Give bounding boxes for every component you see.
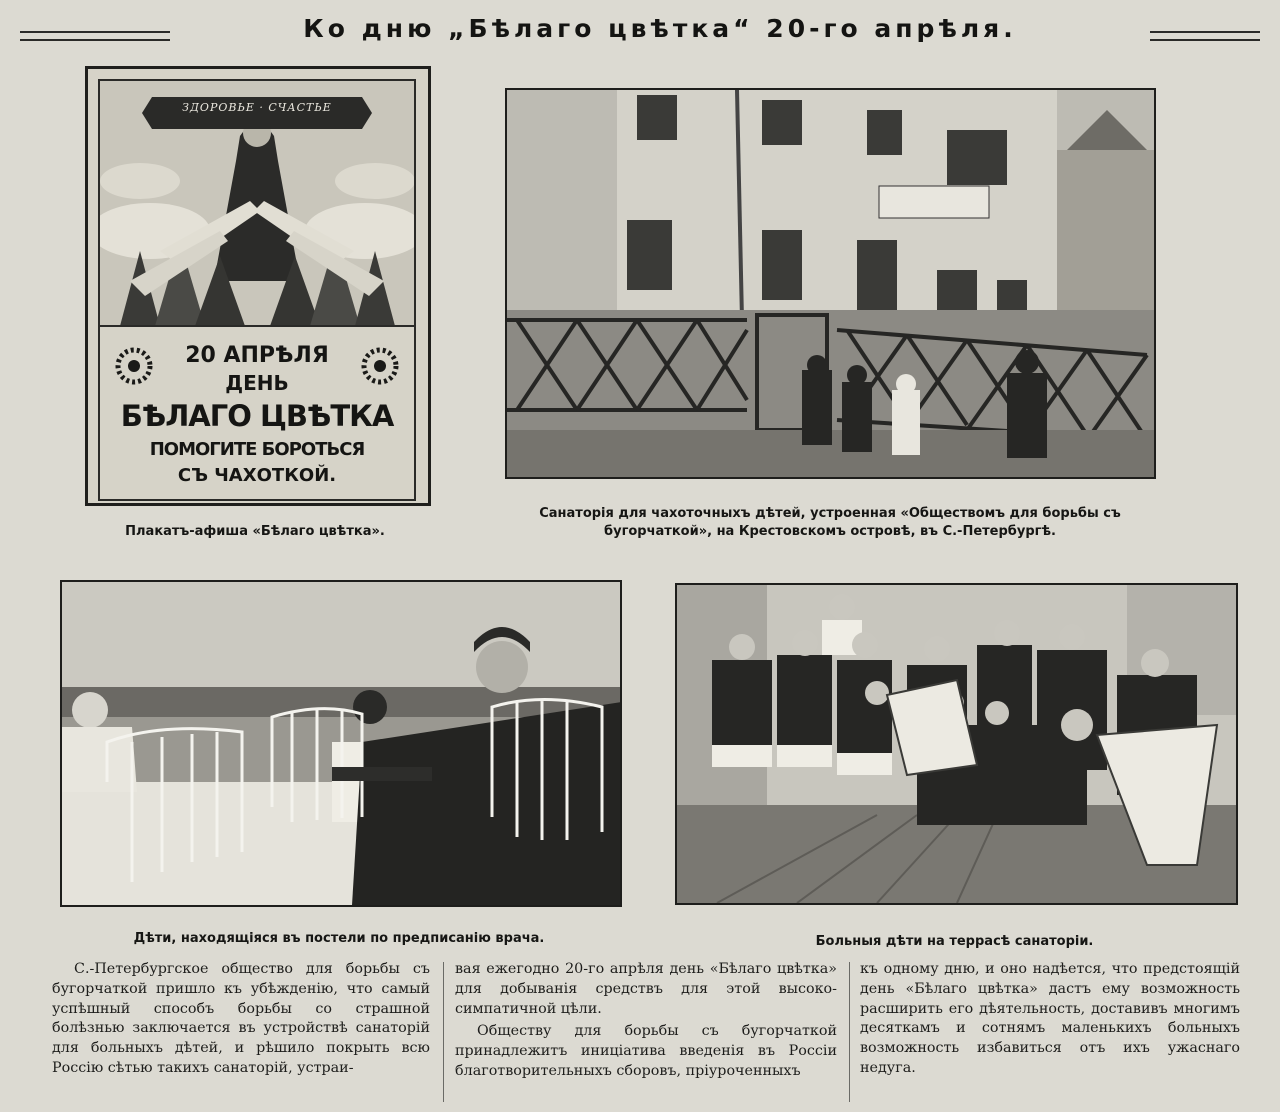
- beds-caption: Дѣти, находящіяся въ постели по предписанію врача.: [133, 931, 545, 946]
- column-divider-1: [443, 962, 444, 1102]
- terrace-photo: [675, 583, 1238, 905]
- poster-ribbon-text: ЗДОРОВЬЕ · СЧАСТЬЕ: [182, 101, 332, 114]
- article-paragraph-3: Обществу для борьбы съ бугорчаткой принадлежитъ иниціатива введенія въ Россіи благотворительныхъ сборовъ, пріуроченныхъ: [455, 1023, 837, 1079]
- poster-appeal: ПОМОГИТЕ БОРОТЬСЯ: [149, 439, 365, 460]
- page-title: Ко дню „Бѣлаго цвѣтка“ 20-го апрѣля.: [303, 14, 1017, 43]
- poster-day: ДЕНЬ: [225, 371, 289, 395]
- column-divider-2: [849, 962, 850, 1102]
- page-header: [0, 10, 1280, 52]
- article-column-2: [455, 960, 837, 1082]
- article-column-1: [52, 960, 430, 1079]
- article-column-3: [860, 960, 1240, 1079]
- article-paragraph-1: С.-Петербургское общество для борьбы съ бугорчаткой пришло къ убѣжденію, что самый успѣшный способъ борьбы со страшной болѣзнью заключается въ устройствѣ санаторій для больныхъ дѣтей, и рѣшило покрыть всю Россію сѣтью такихъ санаторій, устраи-: [52, 961, 430, 1076]
- poster-image: [85, 66, 431, 506]
- poster-headline: БѢЛАГО ЦВѢТКА: [120, 399, 394, 433]
- sanatorium-caption-line1: Санаторія для чахоточныхъ дѣтей, устроенная «Обществомъ для борьбы съ: [539, 506, 1121, 521]
- article-paragraph-2: вая ежегодно 20-го апрѣля день «Бѣлаго цвѣтка» для добыванія средствъ для этой высоко-симпатичной цѣли.: [455, 961, 837, 1017]
- poster-illustration: [100, 81, 414, 499]
- article-paragraph-4: къ одному дню, и оно надѣется, что предстоящій день «Бѣлаго цвѣтка» дастъ ему возможность расширить его дѣятельность, доставивъ многимъ десяткамъ и сотнямъ маленькихъ больныхъ возможность избавиться отъ ихъ ужаснаго недуга.: [860, 961, 1240, 1076]
- header-rule-right: [1150, 31, 1260, 41]
- beds-photo: [60, 580, 622, 907]
- sanatorium-photo: [505, 88, 1156, 479]
- poster-appeal-2: СЪ ЧАХОТКОЙ.: [177, 465, 337, 486]
- terrace-caption: Больныя дѣти на террасѣ санаторіи.: [815, 934, 1094, 949]
- sanatorium-caption-line2: бугорчаткой», на Крестовскомъ островѣ, въ С.-Петербургѣ.: [604, 524, 1056, 539]
- poster-date: 20 АПРѢЛЯ: [185, 343, 329, 368]
- poster-caption: Плакатъ-афиша «Бѣлаго цвѣтка».: [125, 524, 385, 539]
- poster-border: [98, 79, 416, 501]
- sanatorium-caption: [460, 505, 1200, 541]
- header-rule-left: [20, 31, 170, 41]
